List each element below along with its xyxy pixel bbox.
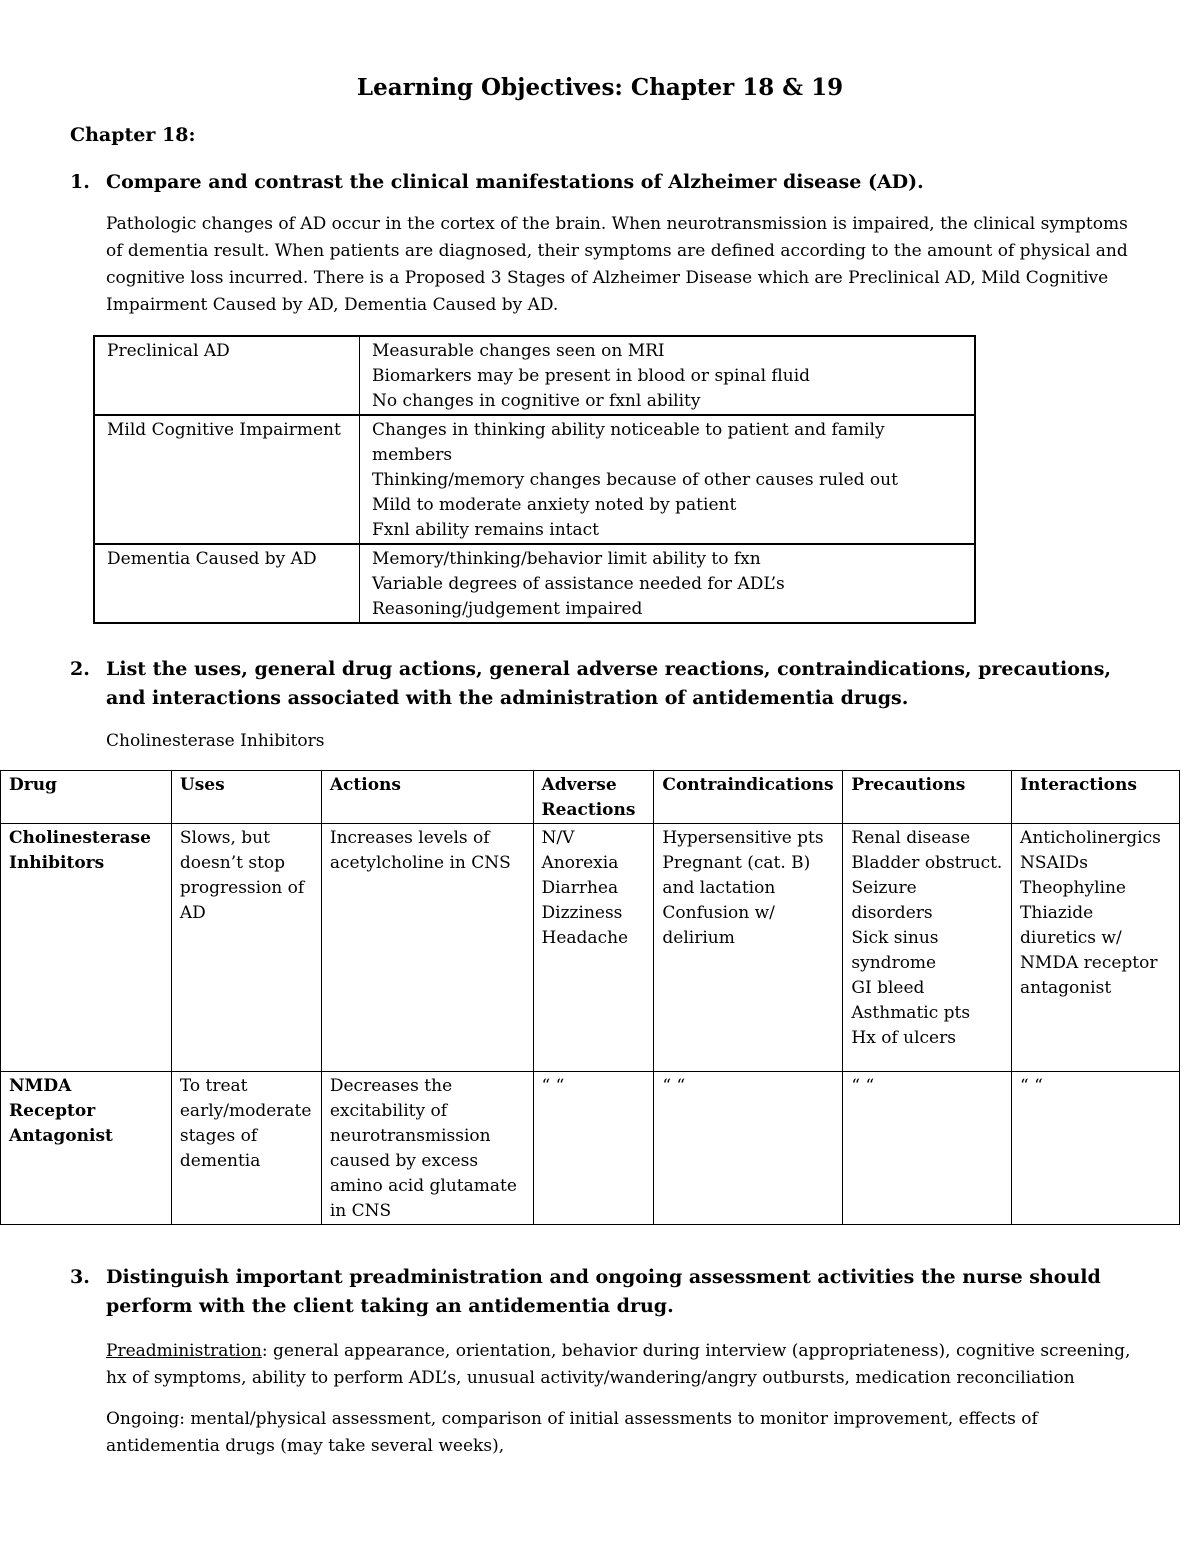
stage-line: Measurable changes seen on MRI: [372, 341, 665, 361]
stage-line: Reasoning/judgement impaired: [372, 599, 643, 619]
column-header: Contraindications: [654, 771, 843, 824]
preadministration-label: Preadministration: [106, 1341, 262, 1361]
stage-line: Mild to moderate anxiety noted by patient: [372, 495, 737, 515]
objective-text: Distinguish important preadministration and ongoing assessment activities the nurse should perform with the client taking an antidementia drug.: [106, 1266, 1101, 1317]
cell-line: Theophyline: [1020, 878, 1126, 898]
table-header-row: [1, 771, 1180, 824]
precautions-cell: [843, 824, 1012, 1072]
stage-line: Changes in thinking ability noticeable to patient and family members: [372, 420, 885, 465]
stage-line: No changes in cognitive or fxnl ability: [372, 391, 701, 411]
cell-line: NSAIDs: [1020, 853, 1088, 873]
objective-number: 2.: [70, 658, 90, 680]
drug-class: NMDA Receptor Antagonist: [1, 1072, 172, 1225]
column-header: Precautions: [843, 771, 1012, 824]
antidementia-drugs-table: [0, 770, 1180, 1225]
interactions-cell: “ “: [1012, 1072, 1180, 1225]
cell-line: N/V: [541, 828, 575, 848]
interactions-cell: [1012, 824, 1180, 1072]
cell-line: Headache: [541, 928, 629, 948]
preadministration-text: : general appearance, orientation, behavior during interview (appropriateness), cognitive screening, hx of symptoms, ability to perform ADL’s, unusual activity/wandering/angry outbursts, medication reconciliation: [106, 1341, 1131, 1388]
stage-line: Fxnl ability remains intact: [372, 520, 600, 540]
actions-cell: Increases levels of acetylcholine in CNS: [321, 824, 533, 1072]
uses-cell: To treat early/moderate stages of dementia: [171, 1072, 321, 1225]
chapter-heading: Chapter 18:: [70, 124, 196, 146]
table-row: [94, 415, 975, 544]
precautions-cell: “ “: [843, 1072, 1012, 1225]
page-title: Learning Objectives: Chapter 18 & 19: [356, 74, 844, 101]
stage-description: [360, 544, 976, 623]
table-row: [94, 544, 975, 623]
stage-name: Dementia Caused by AD: [94, 544, 360, 623]
objective-2: [70, 655, 1150, 713]
cell-line: Bladder obstruct.: [851, 853, 1003, 873]
ongoing-paragraph: Ongoing: mental/physical assessment, comparison of initial assessments to monitor improvement, effects of antidementia drugs (may take several weeks),: [106, 1409, 1038, 1456]
ad-stages-table: [93, 335, 976, 624]
cell-line: Diarrhea: [541, 878, 619, 898]
cell-line: GI bleed: [851, 978, 925, 998]
table-row: [1, 1072, 1180, 1225]
cell-line: Pregnant (cat. B) and lactation: [662, 853, 811, 898]
stage-line: Memory/thinking/behavior limit ability to fxn: [372, 549, 761, 569]
table-caption: Cholinesterase Inhibitors: [106, 731, 325, 751]
table-row: [94, 336, 975, 415]
cell-line: Hypersensitive pts: [662, 828, 824, 848]
objective-number: 3.: [70, 1266, 90, 1288]
column-header: Drug: [1, 771, 172, 824]
contraindications-cell: [654, 824, 843, 1072]
uses-cell: Slows, but doesn’t stop progression of AD: [171, 824, 321, 1072]
stage-description: [360, 336, 976, 415]
drug-class: Cholinesterase Inhibitors: [1, 824, 172, 1072]
column-header: Interactions: [1012, 771, 1180, 824]
stage-name: Mild Cognitive Impairment: [94, 415, 360, 544]
objective-1-paragraph: Pathologic changes of AD occur in the cortex of the brain. When neurotransmission is impaired, the clinical symptoms of dementia result. When patients are diagnosed, their symptoms are defined according to the amount of physical and cognitive loss incurred. There is a Proposed 3 Stages of Alzheimer Disease which are Preclinical AD, Mild Cognitive Impairment Caused by AD, Dementia Caused by AD.: [106, 214, 1128, 315]
stage-name: Preclinical AD: [94, 336, 360, 415]
cell-line: Asthmatic pts: [851, 1003, 971, 1023]
cell-line: Hx of ulcers: [851, 1028, 956, 1048]
objective-1: [70, 168, 1150, 197]
cell-line: Thiazide diuretics w/ NMDA receptor antagonist: [1020, 903, 1158, 998]
cell-line: Dizziness: [541, 903, 623, 923]
preadministration-paragraph: [106, 1338, 1136, 1392]
objective-text: Compare and contrast the clinical manifestations of Alzheimer disease (AD).: [106, 171, 924, 193]
column-header: Adverse Reactions: [533, 771, 654, 824]
cell-line: Anticholinergics: [1020, 828, 1161, 848]
stage-description: [360, 415, 976, 544]
cell-line: Confusion w/ delirium: [662, 903, 775, 948]
cell-line: Renal disease: [851, 828, 971, 848]
objective-number: 1.: [70, 171, 90, 193]
cell-line: Seizure disorders: [851, 878, 933, 923]
column-header: Actions: [321, 771, 533, 824]
column-header: Uses: [171, 771, 321, 824]
stage-line: Thinking/memory changes because of other causes ruled out: [372, 470, 898, 490]
contraindications-cell: “ “: [654, 1072, 843, 1225]
adverse-cell: [533, 824, 654, 1072]
cell-line: Sick sinus syndrome: [851, 928, 939, 973]
table-row: [1, 824, 1180, 1072]
stage-line: Variable degrees of assistance needed for ADL’s: [372, 574, 785, 594]
objective-3: [70, 1263, 1150, 1321]
adverse-cell: “ “: [533, 1072, 654, 1225]
actions-cell: Decreases the excitability of neurotransmission caused by excess amino acid glutamate in CNS: [321, 1072, 533, 1225]
stage-line: Biomarkers may be present in blood or spinal fluid: [372, 366, 811, 386]
objective-text: List the uses, general drug actions, general adverse reactions, contraindications, precautions, and interactions associated with the administration of antidementia drugs.: [106, 658, 1112, 709]
cell-line: Anorexia: [541, 853, 619, 873]
